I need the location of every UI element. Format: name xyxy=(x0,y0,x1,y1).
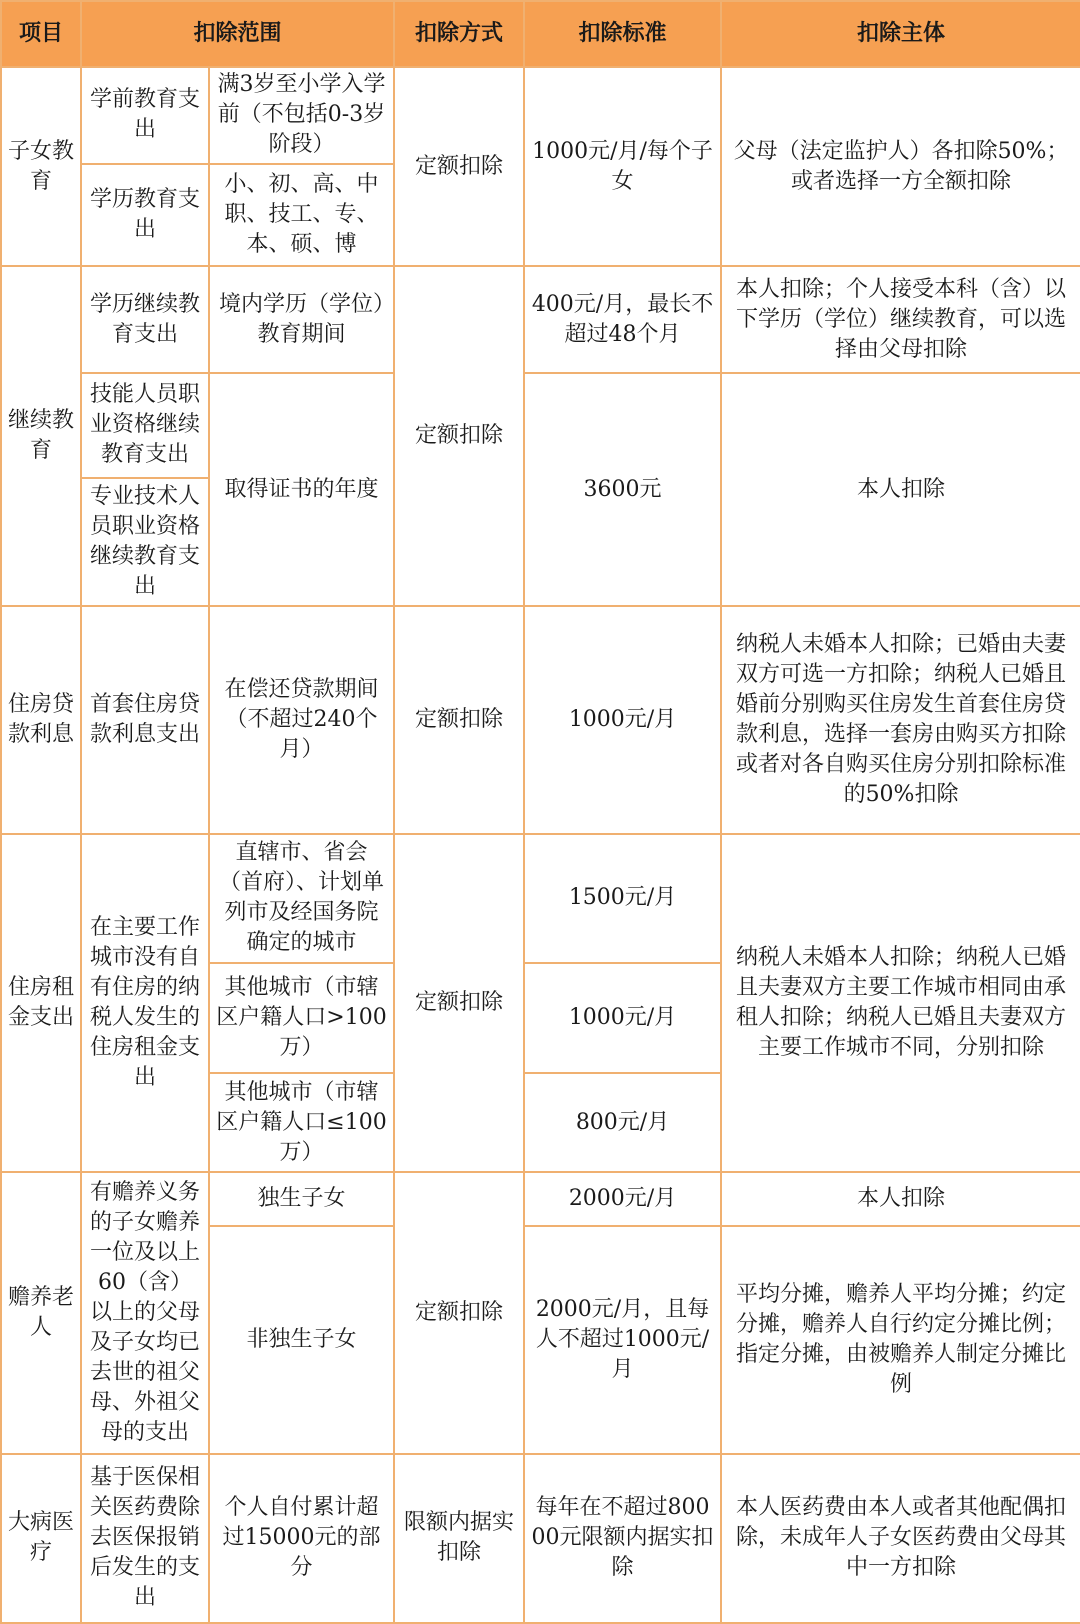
range-cell: 小、初、高、中职、技工、专、本、硕、博 xyxy=(209,164,394,267)
standard-cell: 1000元/月 xyxy=(524,963,721,1074)
header-item: 项目 xyxy=(1,1,81,67)
header-subject: 扣除主体 xyxy=(721,1,1080,67)
method-cell: 定额扣除 xyxy=(394,1172,524,1454)
table-row xyxy=(1,606,1080,833)
scope-cell: 学历教育支出 xyxy=(81,164,209,267)
standard-cell: 3600元 xyxy=(524,373,721,606)
table-row xyxy=(1,67,1080,164)
table-row xyxy=(1,266,1080,373)
table-row xyxy=(1,1172,1080,1226)
scope-cell: 基于医保相关医药费除去医保报销后发生的支出 xyxy=(81,1454,209,1623)
range-cell: 满3岁至小学入学前（不包括0-3岁阶段） xyxy=(209,67,394,164)
method-cell: 定额扣除 xyxy=(394,266,524,606)
method-cell: 定额扣除 xyxy=(394,834,524,1172)
table-row xyxy=(1,834,1080,963)
scope-cell: 技能人员职业资格继续教育支出 xyxy=(81,373,209,478)
method-cell: 限额内据实扣除 xyxy=(394,1454,524,1623)
item-cell: 大病医疗 xyxy=(1,1454,81,1623)
item-cell: 住房贷款利息 xyxy=(1,606,81,833)
standard-cell: 2000元/月 xyxy=(524,1172,721,1226)
table-row xyxy=(1,1454,1080,1623)
subject-cell: 纳税人未婚本人扣除；纳税人已婚且夫妻双方主要工作城市相同由承租人扣除；纳税人已婚且夫妻双方主要工作城市不同，分别扣除 xyxy=(721,834,1080,1172)
range-cell: 其他城市（市辖区户籍人口≤100万） xyxy=(209,1073,394,1172)
standard-cell: 2000元/月，且每人不超过1000元/月 xyxy=(524,1226,721,1453)
item-cell: 继续教育 xyxy=(1,266,81,606)
standard-cell: 800元/月 xyxy=(524,1073,721,1172)
range-cell: 非独生子女 xyxy=(209,1226,394,1453)
range-cell: 直辖市、省会（首府）、计划单列市及经国务院确定的城市 xyxy=(209,834,394,963)
standard-cell: 1000元/月 xyxy=(524,606,721,833)
subject-cell: 平均分摊，赡养人平均分摊；约定分摊，赡养人自行约定分摊比例；指定分摊，由被赡养人制定分摊比例 xyxy=(721,1226,1080,1453)
range-cell: 在偿还贷款期间（不超过240个月） xyxy=(209,606,394,833)
standard-cell: 400元/月，最长不超过48个月 xyxy=(524,266,721,373)
scope-cell: 学历继续教育支出 xyxy=(81,266,209,373)
header-method: 扣除方式 xyxy=(394,1,524,67)
header-row xyxy=(1,1,1080,67)
header-standard: 扣除标准 xyxy=(524,1,721,67)
item-cell: 赡养老人 xyxy=(1,1172,81,1454)
range-cell: 取得证书的年度 xyxy=(209,373,394,606)
subject-cell: 本人扣除 xyxy=(721,373,1080,606)
item-cell: 子女教育 xyxy=(1,67,81,266)
scope-cell: 专业技术人员职业资格继续教育支出 xyxy=(81,478,209,607)
scope-cell: 在主要工作城市没有自有住房的纳税人发生的住房租金支出 xyxy=(81,834,209,1172)
range-cell: 境内学历（学位）教育期间 xyxy=(209,266,394,373)
subject-cell: 父母（法定监护人）各扣除50%；或者选择一方全额扣除 xyxy=(721,67,1080,266)
range-cell: 个人自付累计超过15000元的部分 xyxy=(209,1454,394,1623)
range-cell: 其他城市（市辖区户籍人口>100万） xyxy=(209,963,394,1074)
header-scope: 扣除范围 xyxy=(81,1,394,67)
method-cell: 定额扣除 xyxy=(394,606,524,833)
standard-cell: 1000元/月/每个子女 xyxy=(524,67,721,266)
standard-cell: 1500元/月 xyxy=(524,834,721,963)
subject-cell: 本人扣除 xyxy=(721,1172,1080,1226)
table-row xyxy=(1,373,1080,478)
range-cell: 独生子女 xyxy=(209,1172,394,1226)
method-cell: 定额扣除 xyxy=(394,67,524,266)
standard-cell: 每年在不超过80000元限额内据实扣除 xyxy=(524,1454,721,1623)
scope-cell: 有赡养义务的子女赡养一位及以上60（含）以上的父母及子女均已去世的祖父母、外祖父母的支出 xyxy=(81,1172,209,1454)
item-cell: 住房租金支出 xyxy=(1,834,81,1172)
subject-cell: 纳税人未婚本人扣除；已婚由夫妻双方可选一方扣除；纳税人已婚且婚前分别购买住房发生首套住房贷款利息，选择一套房由购买方扣除或者对各自购买住房分别扣除标准的50%扣除 xyxy=(721,606,1080,833)
scope-cell: 首套住房贷款利息支出 xyxy=(81,606,209,833)
subject-cell: 本人医药费由本人或者其他配偶扣除，未成年人子女医药费由父母其中一方扣除 xyxy=(721,1454,1080,1623)
scope-cell: 学前教育支出 xyxy=(81,67,209,164)
subject-cell: 本人扣除；个人接受本科（含）以下学历（学位）继续教育，可以选择由父母扣除 xyxy=(721,266,1080,373)
